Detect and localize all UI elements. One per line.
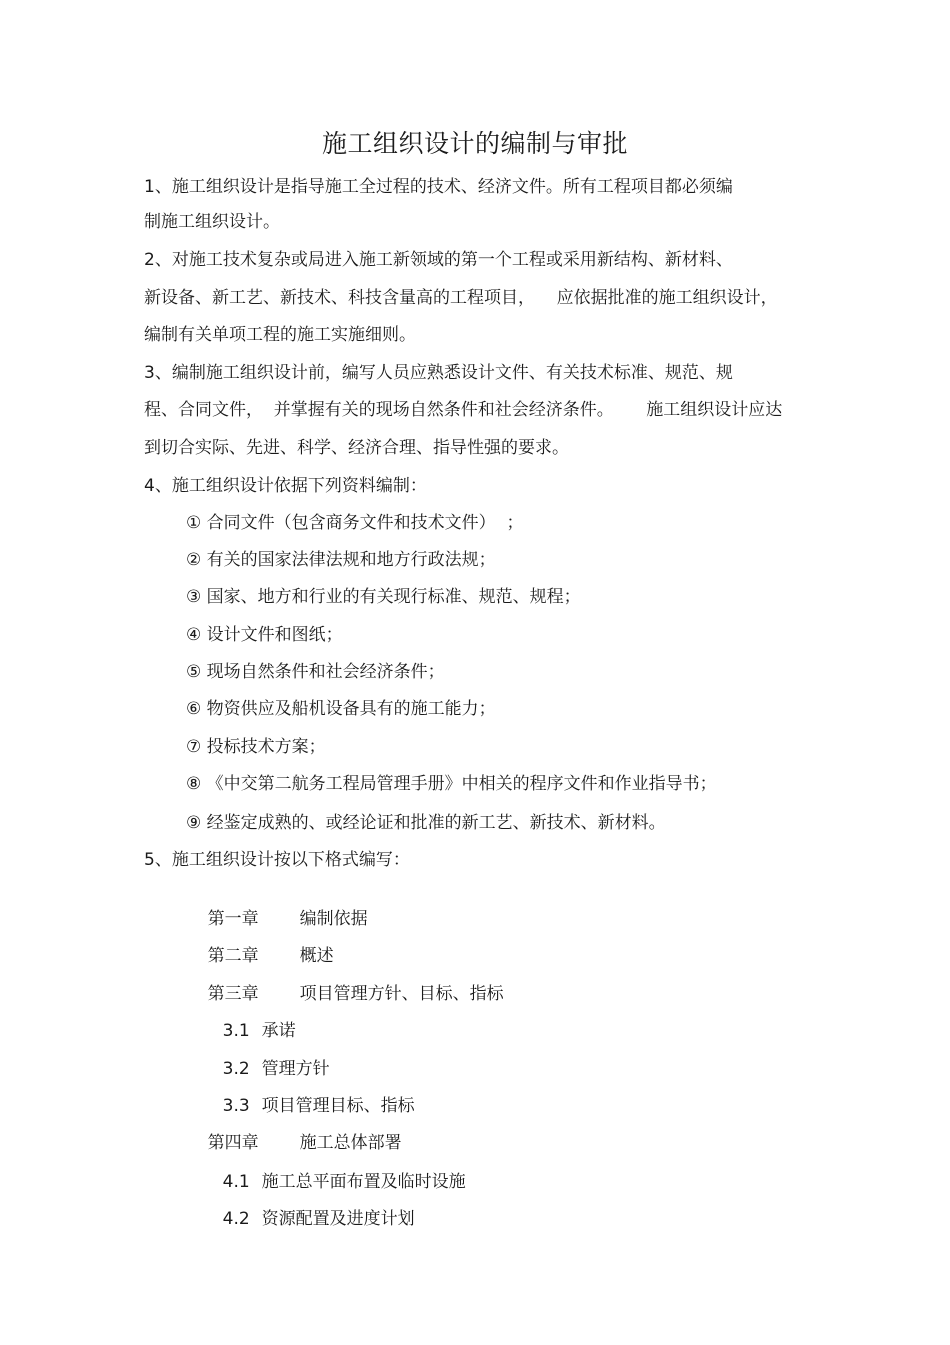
section-3-line-2: 程、合同文件， 并掌握有关的现场自然条件和社会经济条件。 施工组织设计应达 xyxy=(144,400,783,420)
section-1-line-2: 制施工组织设计。 xyxy=(144,212,280,232)
basis-item: ② 有关的国家法律法规和地方行政法规； xyxy=(186,550,496,570)
basis-item: ⑦ 投标技术方案； xyxy=(186,737,326,757)
document-title: 施工组织设计的编制与审批 xyxy=(321,129,628,158)
subsection-number: 3.2 xyxy=(222,1059,250,1079)
section-2-line-2: 新设备、新工艺、新技术、科技含量高的工程项目， 应依据批准的施工组织设计， xyxy=(144,288,778,308)
chapter-label: 第三章 xyxy=(207,984,259,1004)
section-1-line-1: 1、施工组织设计是指导施工全过程的技术、经济文件。所有工程项目都必须编 xyxy=(144,177,733,197)
subsection-title: 管理方针 xyxy=(261,1059,330,1079)
chapter-title: 施工总体部署 xyxy=(299,1133,402,1153)
basis-item: ⑤ 现场自然条件和社会经济条件； xyxy=(186,662,445,682)
outline-subsection xyxy=(201,1186,415,1252)
basis-item: ⑧ 《中交第二航务工程局管理手册》中相关的程序文件和作业指导书； xyxy=(186,774,717,794)
basis-item: ⑨ 经鉴定成熟的、或经论证和批准的新工艺、新技术、新材料。 xyxy=(186,813,666,833)
chapter-title: 概述 xyxy=(299,946,334,966)
subsection-title: 施工总平面布置及临时设施 xyxy=(261,1172,466,1192)
chapter-label: 第二章 xyxy=(207,946,259,966)
basis-item: ⑥ 物资供应及船机设备具有的施工能力； xyxy=(186,699,496,719)
chapter-label: 第四章 xyxy=(207,1133,259,1153)
chapter-title: 项目管理方针、目标、指标 xyxy=(299,984,504,1004)
subsection-number: 4.2 xyxy=(222,1209,250,1229)
subsection-title: 资源配置及进度计划 xyxy=(261,1209,415,1229)
subsection-title: 项目管理目标、指标 xyxy=(261,1096,415,1116)
section-2-line-3: 编制有关单项工程的施工实施细则。 xyxy=(144,325,416,345)
subsection-number: 3.3 xyxy=(222,1096,250,1116)
basis-item: ① 合同文件（包含商务文件和技术文件） ； xyxy=(186,513,524,533)
section-2-line-1: 2、对施工技术复杂或局进入施工新领域的第一个工程或采用新结构、新材料、 xyxy=(144,250,733,270)
chapter-label: 第一章 xyxy=(207,909,259,929)
section-3-line-3: 到切合实际、先进、科学、经济合理、指导性强的要求。 xyxy=(144,438,569,458)
section-3-line-1: 3、编制施工组织设计前，编写人员应熟悉设计文件、有关技术标准、规范、规 xyxy=(144,363,733,383)
subsection-title: 承诺 xyxy=(261,1021,296,1041)
basis-item: ④ 设计文件和图纸； xyxy=(186,625,343,645)
basis-item: ③ 国家、地方和行业的有关现行标准、规范、规程； xyxy=(186,587,581,607)
subsection-number: 4.1 xyxy=(222,1172,250,1192)
subsection-number: 3.1 xyxy=(222,1021,250,1041)
chapter-title: 编制依据 xyxy=(299,909,368,929)
section-4-heading: 4、施工组织设计依据下列资料编制： xyxy=(144,476,427,496)
section-5-heading: 5、施工组织设计按以下格式编写： xyxy=(144,850,410,870)
